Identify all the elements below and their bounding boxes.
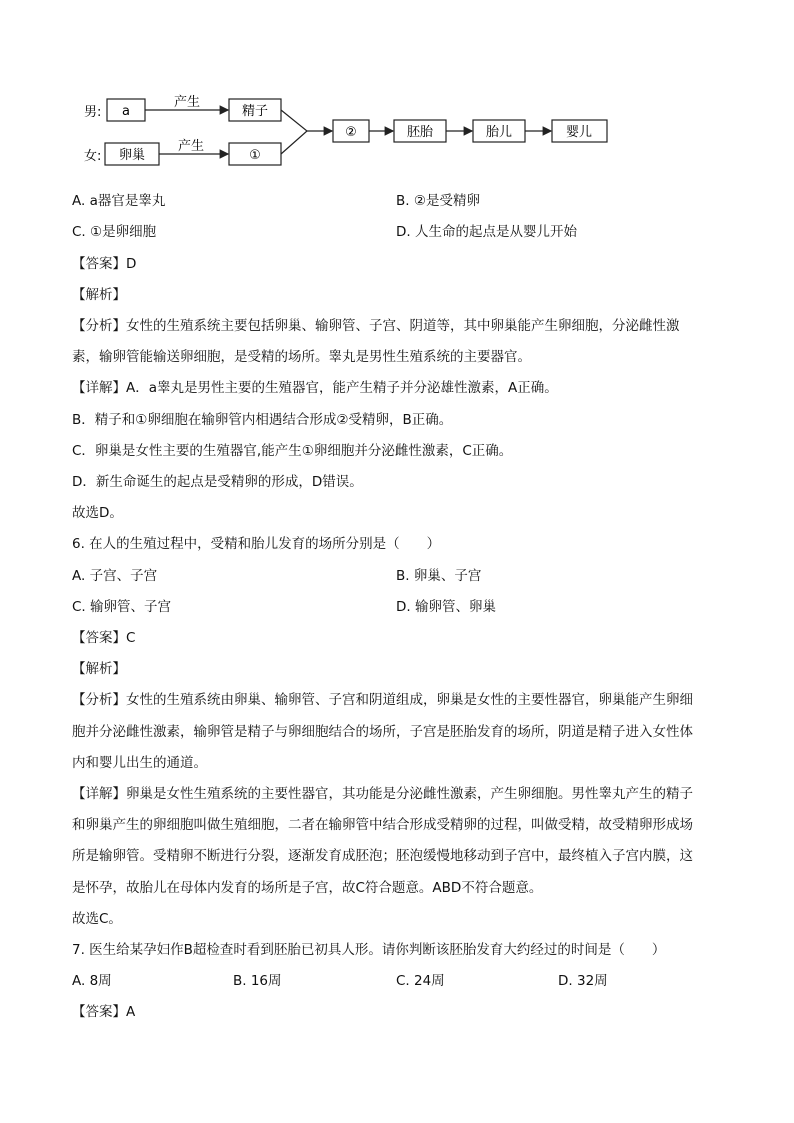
- q5-option-c: C. ①是卵细胞: [72, 224, 157, 240]
- q6-detail-line: 所是输卵管。受精卵不断进行分裂，逐渐发育成胚泡；胚泡缓慢地移动到子宫中，最终植入子宫内膜，这: [72, 848, 693, 864]
- q6-option-b: B. 卵巢、子宫: [396, 568, 482, 584]
- embryo-text: 胚胎: [406, 125, 434, 140]
- q6-detail-line: 【详解】卵巢是女性生殖系统的主要性器官，其功能是分泌雌性激素，产生卵细胞。男性睾丸产生的精子: [72, 786, 693, 802]
- merge-lines: [281, 110, 307, 154]
- infant-text: 婴儿: [565, 125, 593, 140]
- fetus-text: 胎儿: [485, 125, 513, 140]
- q5-option-a: A. a器官是睾丸: [72, 193, 166, 209]
- reproduction-flow-diagram: [0, 0, 794, 180]
- female-label: 女:: [84, 149, 102, 164]
- q6-option-c: C. 输卵管、子宫: [72, 599, 172, 615]
- q5-answer: 【答案】D: [72, 256, 137, 272]
- male-organ-text: a: [122, 104, 130, 119]
- q5-analysis-line: 【分析】女性的生殖系统主要包括卵巢、输卵管、子宫、阴道等，其中卵巢能产生卵细胞，分泌雌性激: [72, 318, 680, 334]
- q6-analysis-heading: 【解析】: [72, 661, 126, 677]
- q6-option-a: A. 子宫、子宫: [72, 568, 158, 584]
- q6-stem: 6. 在人的生殖过程中，受精和胎儿发育的场所分别是（ ）: [72, 536, 441, 552]
- fertilized-text: ②: [345, 125, 357, 140]
- q6-answer: 【答案】C: [72, 630, 136, 646]
- q5-conclusion: 故选D。: [72, 505, 123, 521]
- q5-detail-line: C．卵巢是女性主要的生殖器官,能产生①卵细胞并分泌雌性激素，C正确。: [72, 443, 513, 459]
- q5-detail-line: 【详解】A．a睾丸是男性主要的生殖器官，能产生精子并分泌雄性激素，A正确。: [72, 380, 558, 396]
- q6-analysis-line: 胞并分泌雌性激素，输卵管是精子与卵细胞结合的场所，子宫是胚胎发育的场所，阴道是精子进入女性体: [72, 724, 693, 740]
- q6-analysis-line: 【分析】女性的生殖系统由卵巢、输卵管、子宫和阴道组成，卵巢是女性的主要性器官，卵巢能产生卵细: [72, 692, 693, 708]
- q5-option-d: D. 人生命的起点是从婴儿开始: [396, 224, 577, 240]
- q6-analysis-line: 内和婴儿出生的通道。: [72, 755, 207, 771]
- q5-option-b: B. ②是受精卵: [396, 193, 480, 209]
- q7-option-a: A. 8周: [72, 973, 112, 989]
- sperm-text: 精子: [241, 104, 269, 119]
- q5-detail-line: D．新生命诞生的起点是受精卵的形成，D错误。: [72, 474, 363, 490]
- q6-conclusion: 故选C。: [72, 911, 122, 927]
- q7-option-d: D. 32周: [558, 973, 608, 989]
- q7-option-c: C. 24周: [396, 973, 445, 989]
- q7-stem: 7. 医生给某孕妇作B超检查时看到胚胎已初具人形。请你判断该胚胎发育大约经过的时间是（ ）: [72, 942, 666, 958]
- male-label: 男:: [84, 105, 102, 120]
- q6-option-d: D. 输卵管、卵巢: [396, 599, 496, 615]
- q7-option-b: B. 16周: [233, 973, 282, 989]
- produce-label-bottom: 产生: [177, 139, 205, 154]
- q6-detail-line: 是怀孕，故胎儿在母体内发育的场所是子宫，故C符合题意。ABD不符合题意。: [72, 880, 543, 896]
- q6-detail-line: 和卵巢产生的卵细胞叫做生殖细胞，二者在输卵管中结合形成受精卵的过程，叫做受精，故受精卵形成场: [72, 817, 693, 833]
- produce-label-top: 产生: [173, 95, 201, 110]
- q7-answer: 【答案】A: [72, 1004, 136, 1020]
- egg-text: ①: [249, 148, 261, 163]
- female-organ-text: 卵巢: [118, 148, 146, 163]
- q5-detail-line: B．精子和①卵细胞在输卵管内相遇结合形成②受精卵，B正确。: [72, 412, 453, 428]
- q5-analysis-heading: 【解析】: [72, 287, 126, 303]
- q5-analysis-line: 素，输卵管能输送卵细胞，是受精的场所。睾丸是男性生殖系统的主要器官。: [72, 349, 531, 365]
